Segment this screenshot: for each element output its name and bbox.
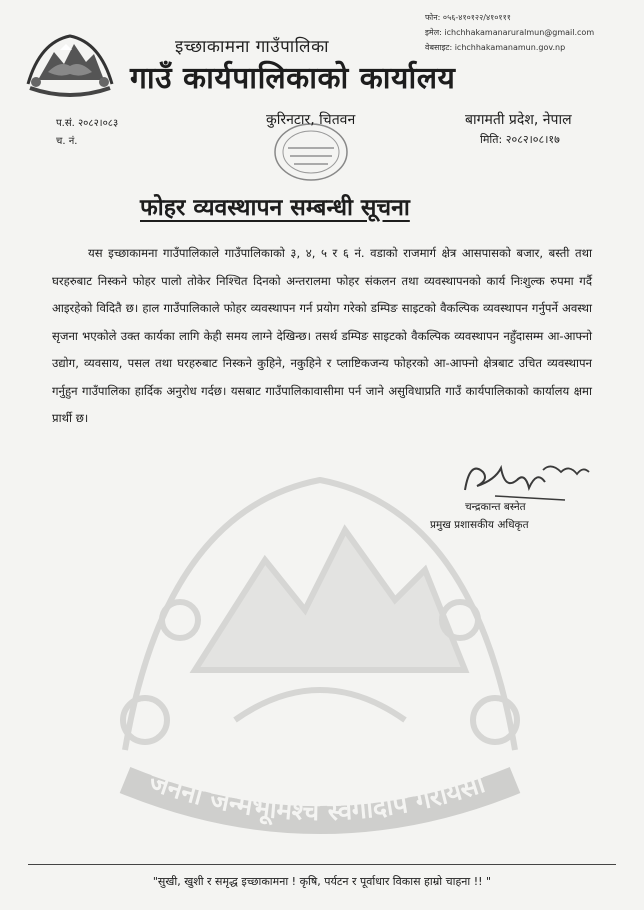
dispatch-number: च. नं. [56,136,78,147]
municipality-name: इच्छाकामना गाउँपालिका [175,37,330,57]
watermark-motto: जननी जन्मभूमिश्च स्वर्गादपि गरीयसी [145,767,489,828]
notice-date: मिति: २०८२।०८।१७ [480,133,560,146]
province-text: बागमती प्रदेश, नेपाल [465,112,572,128]
contact-block [425,10,594,55]
footer-divider [28,864,616,865]
office-title: गाउँ कार्यपालिकाको कार्यालय [130,61,456,96]
signatory-designation: प्रमुख प्रशासकीय अधिकृत [430,519,529,531]
reference-number: प.सं. २०८२।०८३ [56,118,119,129]
website-text: वेबसाइट: ichchhakamanamun.gov.np [425,43,566,52]
signatory-name: चन्द्रकान्त बस्नेत [465,501,526,513]
notice-title: फोहर व्यवस्थापन सम्बन्धी सूचना [140,195,410,221]
office-location: कुरिनटार, चितवन [266,112,356,128]
footer-slogan: "सुखी, खुशी र समृद्ध इच्छाकामना ! कृषि, पर्यटन र पूर्वाधार विकास हाम्रो चाहना !! " [152,875,492,888]
notice-body: यस इच्छाकामना गाउँपालिकाले गाउँपालिकाको ३, ४, ५ र ६ नं. वडाको राजमार्ग क्षेत्र आसपासको बजार, बस्ती तथा घरहरुबाट निस्कने फोहर पालो तोकेर निश्चित दिनको अन्तरालमा फोहर संकलन तथा व्यवस्थापनको कार्य निःशुल्क रुपमा गर्दै आइरहेको विदितै छ। हाल गाउँपालिकाले फोहर व्यवस्थापन गर्न प्रयोग गरेको डम्पिङ साइटको वैकल्पिक व्यवस्थापन गर्नुपर्ने अवस्था सृजना भएकोले उक्त कार्यका लागि केही समय लाग्ने देखिन्छ। तसर्थ डम्पिङ साइटको वैकल्पिक व्यवस्थापन नहुँदासम्म आ-आफ्नो उद्योग, व्यवसाय, पसल तथा घरहरुबाट निस्कने कुहिने, नकुहिने र प्लाष्टिकजन्य फोहरको आ-आफ्नो क्षेत्रबाट उचित व्यवस्थापन गर्नुहुन गाउँपालिका हार्दिक अनुरोध गर्दछ। यसबाट गाउँपालिकावासीमा पर्न जाने असुविधाप्रति गाउँ कार्यपालिकाको कार्यालय क्षमा प्रार्थी छ। [52,246,592,425]
handwritten-signature [455,450,595,505]
phone-text: फोन: ०५६-४१०१२२/४१०१११ [425,13,511,22]
nepal-emblem-icon [20,22,120,102]
email-text: इमेल: ichchhakamanaruralmun@gmail.com [425,28,595,37]
